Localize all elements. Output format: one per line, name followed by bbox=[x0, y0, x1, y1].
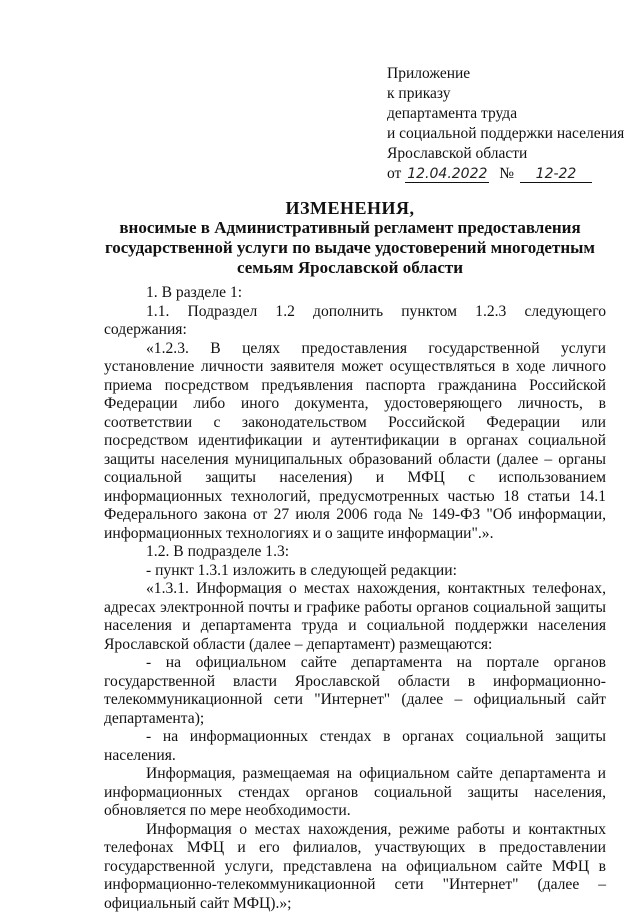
number-prefix: № bbox=[499, 165, 514, 182]
document-title bbox=[90, 198, 610, 278]
annex-line: Приложение bbox=[387, 64, 624, 84]
paragraph: Информация, размещаемая на официальном сайте департамента и информационных стендах органов социальной защиты населения, обновляется по мере необходимости. bbox=[104, 765, 606, 821]
annex-line: и социальной поддержки населения bbox=[387, 124, 624, 144]
date-prefix: от bbox=[387, 165, 401, 182]
paragraph: 1.2. В подразделе 1.3: bbox=[104, 543, 606, 562]
title-main: ИЗМЕНЕНИЯ, bbox=[90, 198, 610, 218]
annex-line: департамента труда bbox=[387, 104, 624, 124]
annex-block bbox=[387, 64, 624, 184]
handwritten-date: 12.04.2022 bbox=[405, 166, 489, 183]
document-body bbox=[104, 284, 606, 913]
paragraph: «1.2.3. В целях предоставления государственной услуги установление личности заявителя может осуществляться в ходе личного приема посредством предъявления паспорта гражданина Российской Федерации либо иного документа, удостоверяющего личность, в соответствии с законодательством Российской Федерации или посредством идентификации и аутентификации в органах социальной защиты населения муниципальных образований области (далее – органы социальной защиты населения) и МФЦ с использованием информационных технологий, предусмотренных частью 18 статьи 14.1 Федерального закона от 27 июля 2006 года № 149-ФЗ "Об информации, информационных технологиях и о защите информации".». bbox=[104, 340, 606, 544]
paragraph: «1.3.1. Информация о местах нахождения, контактных телефонах, адресах электронной почты и графике работы органов социальной защиты населения и департамента труда и социальной поддержки населения Ярославской области (далее – департамент) размещаются: bbox=[104, 580, 606, 654]
annex-line: Ярославской области bbox=[387, 144, 624, 164]
annex-line: к приказу bbox=[387, 84, 624, 104]
paragraph: 1.1. Подраздел 1.2 дополнить пунктом 1.2.3 следующего содержания: bbox=[104, 303, 606, 340]
title-subtitle: вносимые в Административный регламент предоставления государственной услуги по выдаче удостоверений многодетным семьям Ярославской области bbox=[90, 218, 610, 278]
order-date-number-line bbox=[387, 164, 624, 184]
paragraph: Информация о местах нахождения, режиме работы и контактных телефонах МФЦ и его филиалов, участвующих в предоставлении государственной услуги, представлена на официальном сайте МФЦ в информационно-телекоммуникационной сети "Интернет" (далее – официальный сайт МФЦ).»; bbox=[104, 821, 606, 913]
paragraph: - на официальном сайте департамента на портале органов государственной власти Ярославской области в информационно-телекоммуникационной сети "Интернет" (далее – официальный сайт департамента); bbox=[104, 654, 606, 728]
paragraph: - на информационных стендах в органах социальной защиты населения. bbox=[104, 728, 606, 765]
paragraph: 1. В разделе 1: bbox=[104, 284, 606, 303]
paragraph: - пункт 1.3.1 изложить в следующей редакции: bbox=[104, 562, 606, 581]
handwritten-number: 12-22 bbox=[520, 166, 592, 183]
